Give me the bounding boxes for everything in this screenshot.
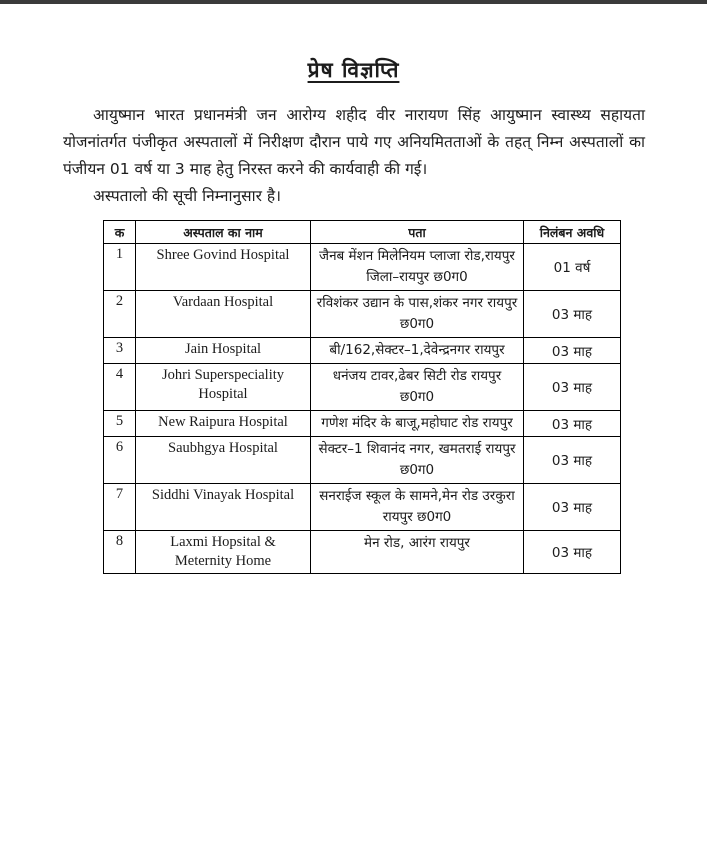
table-row [104, 291, 621, 338]
cell-serial-number: 4 [104, 364, 136, 411]
cell-serial-number: 3 [104, 338, 136, 364]
table-row [104, 364, 621, 411]
cell-serial-number: 5 [104, 411, 136, 437]
cell-hospital-name: Johri Superspeciality Hospital [136, 364, 311, 411]
table-row [104, 437, 621, 484]
cell-suspension-period: 03 माह [524, 484, 621, 531]
cell-suspension-period: 03 माह [524, 338, 621, 364]
cell-hospital-name: Laxmi Hopsital & Meternity Home [136, 531, 311, 574]
cell-serial-number: 8 [104, 531, 136, 574]
cell-address: मेन रोड, आरंग रायपुर [311, 531, 524, 574]
cell-serial-number: 1 [104, 244, 136, 291]
top-border-bar [0, 0, 707, 4]
cell-address: गणेश मंदिर के बाजू,महोघाट रोड रायपुर [311, 411, 524, 437]
cell-suspension-period: 03 माह [524, 411, 621, 437]
body-text [63, 102, 645, 210]
table-row [104, 338, 621, 364]
table-row [104, 244, 621, 291]
header-row [104, 221, 621, 244]
header-address: पता [311, 221, 524, 244]
intro-paragraph: आयुष्मान भारत प्रधानमंत्री जन आरोग्य शहीद वीर नारायण सिंह आयुष्मान स्वास्थ्य सहायता योजनांतर्गत पंजीकृत अस्पतालों में निरीक्षण दौरान पाये गए अनियमितताओं के तहत् निम्न अस्पतालों का पंजीयन 01 वर्ष या 3 माह हेतु निरस्त करने की कार्यवाही की गई। [63, 106, 645, 178]
cell-suspension-period: 03 माह [524, 531, 621, 574]
cell-suspension-period: 03 माह [524, 437, 621, 484]
table-row [104, 484, 621, 531]
list-intro-paragraph: अस्पतालो की सूची निम्नानुसार है। [93, 187, 282, 205]
header-suspension-period: निलंबन अवधि [524, 221, 621, 244]
hospital-table-body [104, 244, 621, 574]
page-title: प्रेष विज्ञप्ति [307, 58, 400, 82]
cell-address: जैनब मेंशन मिलेनियम प्लाजा रोड,रायपुर जिला–रायपुर छ0ग0 [311, 244, 524, 291]
table-row [104, 531, 621, 574]
cell-hospital-name: New Raipura Hospital [136, 411, 311, 437]
cell-suspension-period: 01 वर्ष [524, 244, 621, 291]
cell-hospital-name: Saubhgya Hospital [136, 437, 311, 484]
table-row [104, 411, 621, 437]
cell-hospital-name: Vardaan Hospital [136, 291, 311, 338]
hospital-table-header [104, 221, 621, 244]
hospital-table [103, 220, 621, 574]
cell-address: धनंजय टावर,ढेबर सिटी रोड रायपुर छ0ग0 [311, 364, 524, 411]
cell-address: सेक्टर–1 शिवानंद नगर, खमतराई रायपुर छ0ग0 [311, 437, 524, 484]
cell-address: बी/162,सेक्टर–1,देवेन्द्रनगर रायपुर [311, 338, 524, 364]
cell-serial-number: 6 [104, 437, 136, 484]
header-serial-number: क [104, 221, 136, 244]
cell-hospital-name: Jain Hospital [136, 338, 311, 364]
cell-address: रविशंकर उद्यान के पास,शंकर नगर रायपुर छ0ग0 [311, 291, 524, 338]
cell-hospital-name: Shree Govind Hospital [136, 244, 311, 291]
cell-address: सनराईज स्कूल के सामने,मेन रोड उरकुरा रायपुर छ0ग0 [311, 484, 524, 531]
header-hospital-name: अस्पताल का नाम [136, 221, 311, 244]
cell-hospital-name: Siddhi Vinayak Hospital [136, 484, 311, 531]
cell-serial-number: 2 [104, 291, 136, 338]
cell-suspension-period: 03 माह [524, 291, 621, 338]
cell-serial-number: 7 [104, 484, 136, 531]
cell-suspension-period: 03 माह [524, 364, 621, 411]
